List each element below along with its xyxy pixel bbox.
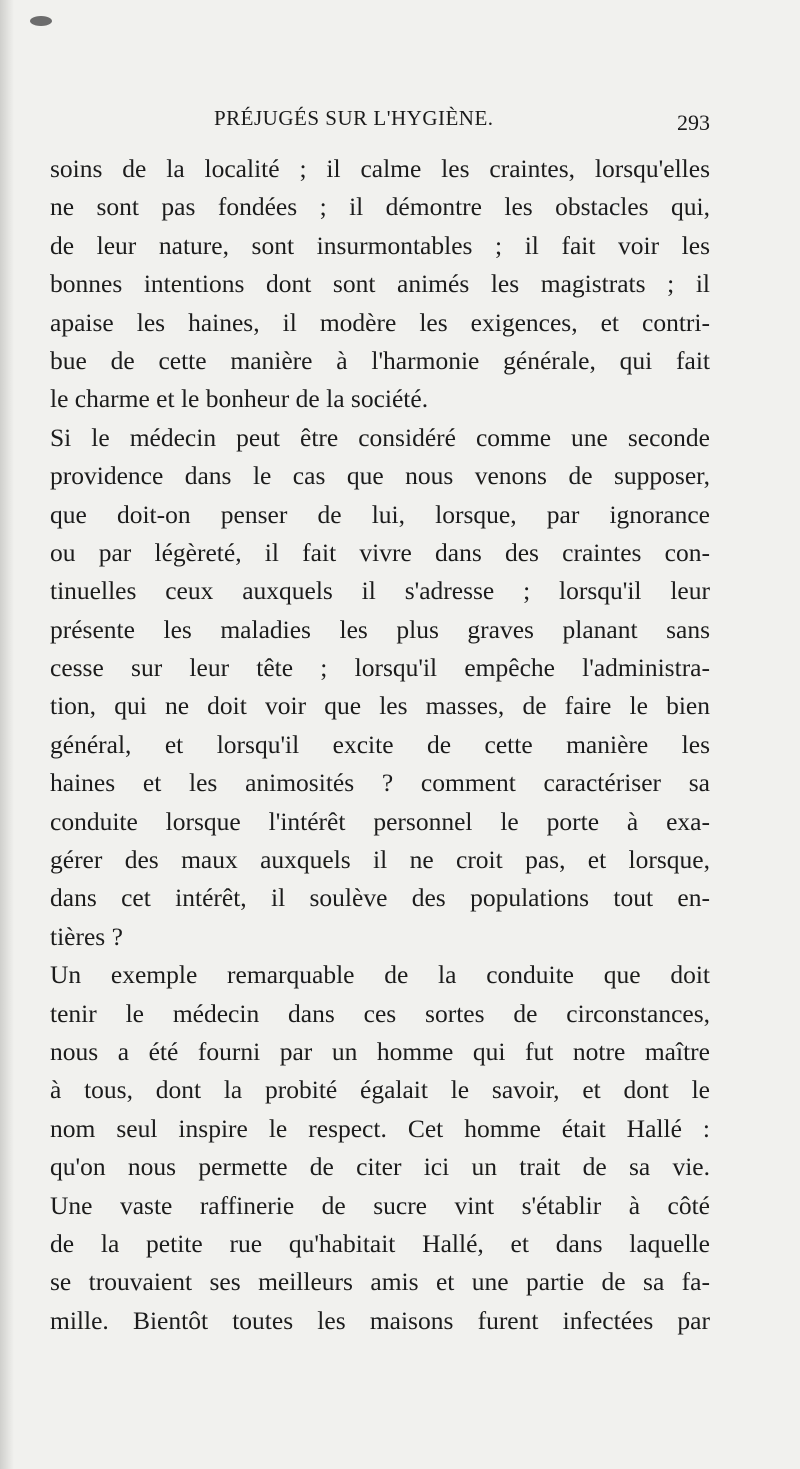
text-line: de la petite rue qu'habitait Hallé, et dans laquelle — [50, 1228, 710, 1258]
text-line: nous a été fourni par un homme qui fut notre maître — [50, 1036, 710, 1066]
page-gutter-shadow — [0, 0, 14, 1469]
text-line: apaise les haines, il modère les exigences, et contri- — [50, 307, 710, 337]
text-line: tinuelles ceux auxquels il s'adresse ; lorsqu'il leur — [50, 576, 710, 606]
text-line: le charme et le bonheur de la société. — [50, 384, 429, 414]
text-line: mille. Bientôt toutes les maisons furent infectées par — [50, 1305, 710, 1335]
text-line: ou par légèreté, il fait vivre dans des craintes con- — [50, 537, 710, 567]
text-line: bue de cette manière à l'harmonie générale, qui fait — [50, 345, 710, 375]
text-line: général, et lorsqu'il excite de cette manière les — [50, 729, 710, 759]
running-title: PRÉJUGÉS SUR L'HYGIÈNE. — [214, 106, 494, 130]
text-line: providence dans le cas que nous venons de supposer, — [50, 461, 710, 491]
body-text — [50, 150, 710, 1340]
text-line: soins de la localité ; il calme les craintes, lorsqu'elles — [50, 154, 710, 183]
text-line: de leur nature, sont insurmontables ; il fait voir les — [50, 230, 710, 260]
text-line: tenir le médecin dans ces sortes de circonstances, — [50, 998, 710, 1028]
running-head — [48, 106, 710, 140]
text-line: tion, qui ne doit voir que les masses, de faire le bien — [50, 691, 710, 721]
ink-smudge — [30, 16, 52, 26]
text-line: présente les maladies les plus graves planant sans — [50, 614, 710, 644]
text-line: gérer des maux auxquels il ne croit pas, et lorsque, — [50, 845, 710, 875]
text-line: Si le médecin peut être considéré comme une seconde — [50, 422, 710, 452]
page-number: 293 — [677, 110, 710, 135]
text-line: haines et les animosités ? comment caractériser sa — [50, 768, 710, 798]
text-line: Un exemple remarquable de la conduite que doit — [50, 960, 710, 990]
text-line: se trouvaient ses meilleurs amis et une partie de sa fa- — [50, 1267, 710, 1297]
text-line: à tous, dont la probité égalait le savoir, et dont le — [50, 1075, 710, 1105]
text-line: conduite lorsque l'intérêt personnel le porte à exa- — [50, 806, 710, 836]
text-line: cesse sur leur tête ; lorsqu'il empêche l'administra- — [50, 653, 710, 683]
text-line: qu'on nous permette de citer ici un trait de sa vie. — [50, 1152, 710, 1182]
text-line: tières ? — [50, 921, 123, 951]
text-line: nom seul inspire le respect. Cet homme était Hallé : — [50, 1113, 710, 1143]
text-line: que doit-on penser de lui, lorsque, par ignorance — [50, 499, 710, 529]
text-line: Une vaste raffinerie de sucre vint s'établir à côté — [50, 1190, 710, 1220]
text-line: bonnes intentions dont sont animés les magistrats ; il — [50, 269, 710, 299]
text-line: ne sont pas fondées ; il démontre les obstacles qui, — [50, 192, 710, 222]
text-line: dans cet intérêt, il soulève des populations tout en- — [50, 883, 710, 913]
